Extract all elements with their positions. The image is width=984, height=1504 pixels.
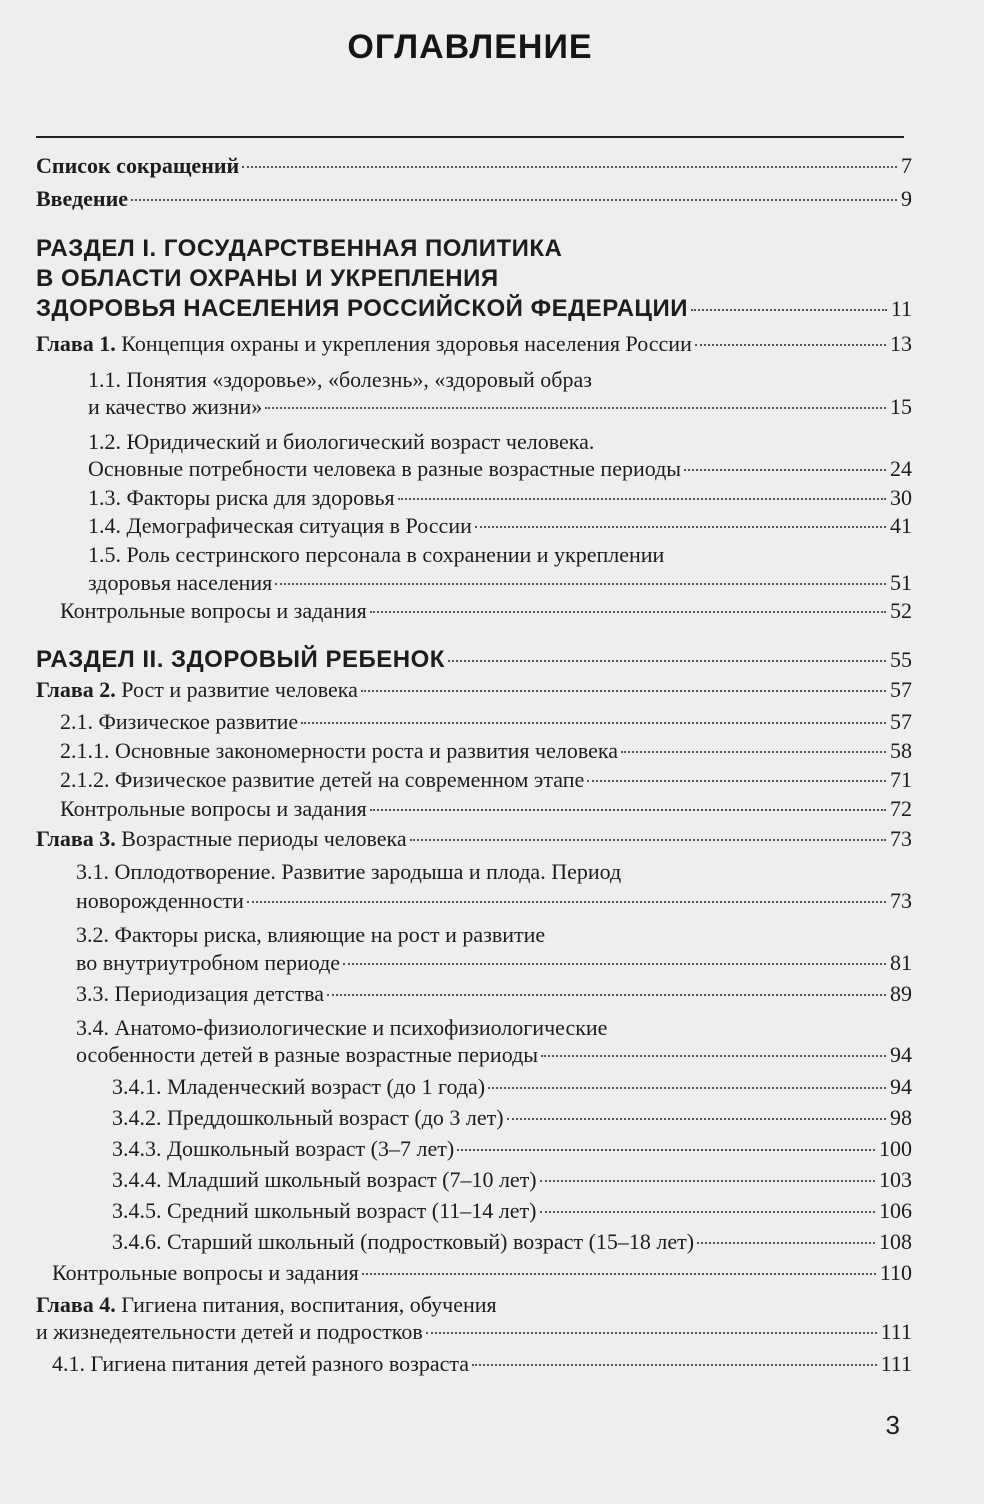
toc-entry: [112, 1135, 912, 1163]
toc-entry-text: Контрольные вопросы и задания: [52, 1260, 359, 1285]
toc-entry: [36, 265, 912, 293]
toc-entry-text: и жизнедеятельности детей и подростков: [36, 1319, 423, 1344]
dot-leader: [691, 309, 887, 311]
toc-entry-title: [60, 737, 618, 765]
toc-entry: [36, 676, 912, 704]
toc-entry-text: РАЗДЕЛ I. ГОСУДАРСТВЕННАЯ ПОЛИТИКА: [36, 235, 563, 262]
dot-leader: [398, 498, 886, 500]
toc-entry-title: [76, 980, 324, 1008]
toc-entry-text: во внутриутробном периоде: [76, 950, 341, 975]
dot-leader: [621, 751, 886, 753]
toc-entry-text: 1.5. Роль сестринского персонала в сохранении и укреплении: [88, 542, 665, 567]
toc-entry-title: [36, 235, 562, 263]
toc-entry-page: 98: [890, 1105, 912, 1130]
dot-leader: [488, 1087, 886, 1089]
toc-entry-text: 3.4.1. Младенческий возраст (до 1 года): [112, 1074, 486, 1099]
toc-entry-page: 7: [901, 153, 912, 178]
toc-entry-title: [88, 569, 272, 597]
toc-entry-text: 2.1.2. Физическое развитие детей на современном этапе: [60, 767, 585, 792]
toc-entry-page: 94: [890, 1074, 912, 1099]
toc-entry-title: [36, 152, 239, 180]
toc-entry-title: [76, 921, 545, 949]
toc-entry-title: [112, 1228, 694, 1256]
toc-entry: [88, 512, 912, 540]
toc-entry-text: 3.4.3. Дошкольный возраст (3–7 лет): [112, 1136, 455, 1161]
toc-entry-title: [76, 949, 340, 977]
toc-entry: [88, 428, 912, 456]
toc-entry: [36, 152, 912, 180]
toc-entry-text: здоровья населения: [88, 570, 273, 595]
toc-entry: [76, 980, 912, 1008]
toc-entry-text: Возрастные периоды человека: [115, 826, 407, 851]
page-title: ОГЛАВЛЕНИЕ: [347, 28, 593, 66]
toc-entry-text: 1.1. Понятия «здоровье», «болезнь», «здоровый образ: [88, 367, 592, 392]
toc-entry-title: [88, 366, 592, 394]
toc-entry-page: 11: [890, 296, 912, 321]
toc-entry-text: 3.4. Анатомо-физиологические и психофизиологические: [76, 1015, 608, 1040]
toc-entry: [112, 1073, 912, 1101]
toc-entry-title: [112, 1104, 504, 1132]
toc-entry-page: 111: [880, 1319, 912, 1344]
chapter-label: Глава 4.: [36, 1292, 116, 1317]
toc-entry-page: 72: [890, 796, 912, 821]
toc-entry-page: 51: [890, 570, 912, 595]
toc-entry: [112, 1228, 912, 1256]
toc-entry-title: [88, 393, 262, 421]
toc-entry-text: Гигиена питания, воспитания, обучения: [115, 1292, 497, 1317]
toc-entry-page: 94: [890, 1042, 912, 1067]
dot-leader: [131, 199, 897, 201]
toc-entry-text: 3.1. Оплодотворение. Развитие зародыша и плода. Период: [76, 859, 622, 884]
toc-entry: [88, 455, 912, 483]
dot-leader: [247, 901, 886, 903]
dot-leader: [540, 1211, 876, 1213]
toc-entry-page: 13: [890, 331, 912, 356]
toc-entry-text: Контрольные вопросы и задания: [60, 796, 367, 821]
toc-entry-text: 1.2. Юридический и биологический возраст человека.: [88, 429, 595, 454]
dot-leader: [684, 469, 886, 471]
toc-entry-title: [36, 825, 407, 853]
toc-entry-text: новорожденности: [76, 888, 244, 913]
dot-leader: [697, 1242, 875, 1244]
toc-entry-text: 4.1. Гигиена питания детей разного возраста: [52, 1351, 470, 1376]
toc-entry: [112, 1104, 912, 1132]
toc-entry-title: [36, 330, 692, 358]
toc-entry-page: 73: [890, 826, 912, 851]
toc-entry-text: 1.3. Факторы риска для здоровья: [88, 485, 395, 510]
toc-entry-page: 106: [879, 1198, 912, 1223]
toc-entry-page: 52: [890, 598, 912, 623]
toc-entry-title: [88, 512, 472, 540]
toc-entry-page: 24: [890, 456, 912, 481]
toc-entry-text: 3.2. Факторы риска, влияющие на рост и развитие: [76, 922, 546, 947]
dot-leader: [507, 1118, 886, 1120]
toc-entry-page: 55: [890, 647, 912, 672]
toc-entry-page: 15: [890, 394, 912, 419]
toc-entry-text: 3.4.6. Старший школьный (подростковый) возраст (15–18 лет): [112, 1229, 695, 1254]
toc-entry-text: 3.4.2. Преддошкольный возраст (до 3 лет): [112, 1105, 504, 1130]
toc-entry-title: [112, 1135, 454, 1163]
dot-leader: [457, 1149, 875, 1151]
dot-leader: [301, 722, 886, 724]
toc-entry-text: Введение: [36, 186, 129, 211]
toc-entry-text: 3.4.5. Средний школьный возраст (11–14 лет): [112, 1198, 537, 1223]
toc-entry-page: 57: [890, 677, 912, 702]
toc-entry-title: [88, 455, 681, 483]
toc-entry-text: В ОБЛАСТИ ОХРАНЫ И УКРЕПЛЕНИЯ: [36, 265, 499, 292]
toc-entry-title: [60, 597, 367, 625]
chapter-label: Глава 1.: [36, 331, 116, 356]
toc-entry-page: 57: [890, 709, 912, 734]
toc-entry-title: [76, 1014, 607, 1042]
toc-entry-title: [60, 795, 367, 823]
toc-entry: [36, 1318, 912, 1346]
toc-entry: [88, 366, 912, 394]
chapter-label: Глава 3.: [36, 826, 116, 851]
toc-entry-text: и качество жизни»: [88, 394, 263, 419]
dot-leader: [275, 583, 886, 585]
toc-entry-page: 89: [890, 981, 912, 1006]
toc-entry: [112, 1197, 912, 1225]
toc-entry-page: 111: [880, 1351, 912, 1376]
page-number: 3: [885, 1410, 900, 1440]
toc-entry-title: [76, 887, 244, 915]
toc-entry-title: [52, 1350, 469, 1378]
toc-entry: [112, 1166, 912, 1194]
toc-entry: [36, 185, 912, 213]
toc-entry-title: [76, 1041, 538, 1069]
toc-entry-page: 71: [890, 767, 912, 792]
dot-leader: [472, 1364, 877, 1366]
dot-leader: [370, 809, 886, 811]
toc-entry-text: Концепция охраны и укрепления здоровья населения России: [115, 331, 692, 356]
dot-leader: [695, 344, 886, 346]
toc-entry: [76, 949, 912, 977]
dot-leader: [370, 611, 886, 613]
toc-entry: [60, 766, 912, 794]
toc-entry-text: ЗДОРОВЬЯ НАСЕЛЕНИЯ РОССИЙСКОЙ ФЕДЕРАЦИИ: [36, 295, 688, 322]
toc-entry: [60, 597, 912, 625]
toc-entry-page: 9: [901, 186, 912, 211]
toc-entry-title: [112, 1166, 537, 1194]
dot-leader: [362, 1273, 876, 1275]
toc-entry-title: [112, 1197, 537, 1225]
toc-entry-title: [36, 646, 445, 674]
toc-entry-page: 100: [879, 1136, 912, 1161]
toc-entry: [52, 1350, 912, 1378]
toc-entry-page: 30: [890, 485, 912, 510]
toc-entry-page: 81: [890, 950, 912, 975]
toc-entry: [76, 1014, 912, 1042]
toc-entry-text: Рост и развитие человека: [115, 677, 358, 702]
toc-entry: [76, 858, 912, 886]
toc-entry-page: 41: [890, 513, 912, 538]
dot-leader: [475, 526, 886, 528]
toc-entry-title: [112, 1073, 485, 1101]
dot-leader: [410, 839, 886, 841]
chapter-label: Глава 2.: [36, 677, 116, 702]
toc-entry: [60, 795, 912, 823]
toc-entry-text: 3.4.4. Младший школьный возраст (7–10 лет): [112, 1167, 537, 1192]
dot-leader: [448, 660, 886, 662]
dot-leader: [265, 407, 886, 409]
toc-entry-page: 110: [879, 1260, 912, 1285]
toc-entry-title: [76, 858, 621, 886]
toc-entry: [88, 393, 912, 421]
toc-entry-page: 73: [890, 888, 912, 913]
toc-entry-title: [52, 1259, 359, 1287]
toc-entry-text: Основные потребности человека в разные возрастные периоды: [88, 456, 682, 481]
dot-leader: [242, 166, 897, 168]
toc-entry: [88, 541, 912, 569]
dot-leader: [587, 780, 886, 782]
toc-entry: [36, 235, 912, 263]
toc-entry-text: Список сокращений: [36, 153, 240, 178]
toc-entry-title: [36, 185, 128, 213]
toc-entry: [36, 646, 912, 674]
toc-entry-text: Контрольные вопросы и задания: [60, 598, 367, 623]
toc-entry: [88, 569, 912, 597]
dot-leader: [327, 994, 886, 996]
toc-entry: [36, 825, 912, 853]
dot-leader: [343, 963, 886, 965]
toc-entry: [60, 708, 912, 736]
toc-entry-text: 2.1.1. Основные закономерности роста и развития человека: [60, 738, 618, 763]
toc-entry-title: [88, 428, 594, 456]
toc-entry: [36, 1291, 912, 1319]
toc-entry-text: 2.1. Физическое развитие: [60, 709, 299, 734]
toc-entry: [76, 887, 912, 915]
toc-entry-title: [60, 708, 298, 736]
toc-entry: [88, 484, 912, 512]
dot-leader: [541, 1055, 886, 1057]
toc-entry: [36, 330, 912, 358]
toc-entry-title: [36, 265, 499, 293]
toc-entry-title: [88, 484, 395, 512]
toc-entry-title: [36, 295, 688, 323]
toc-entry-page: 103: [879, 1167, 912, 1192]
toc-entry-text: 3.3. Периодизация детства: [76, 981, 324, 1006]
toc-entry-title: [36, 1318, 423, 1346]
toc-entry-text: РАЗДЕЛ II. ЗДОРОВЫЙ РЕБЕНОК: [36, 646, 445, 673]
toc-entry: [60, 737, 912, 765]
dot-leader: [361, 690, 886, 692]
toc-entry-title: [36, 1291, 497, 1319]
toc-entry: [76, 921, 912, 949]
toc-entry: [76, 1041, 912, 1069]
toc-entry-text: 1.4. Демографическая ситуация в России: [88, 513, 472, 538]
dot-leader: [426, 1332, 877, 1334]
dot-leader: [540, 1180, 875, 1182]
toc-entry-title: [88, 541, 664, 569]
toc-entry-title: [60, 766, 584, 794]
toc-entry-page: 58: [890, 738, 912, 763]
toc-entry-page: 108: [879, 1229, 912, 1254]
toc-entry: [36, 295, 912, 323]
toc-entry: [52, 1259, 912, 1287]
toc-entry-title: [36, 676, 358, 704]
toc-entry-text: особенности детей в разные возрастные периоды: [76, 1042, 539, 1067]
